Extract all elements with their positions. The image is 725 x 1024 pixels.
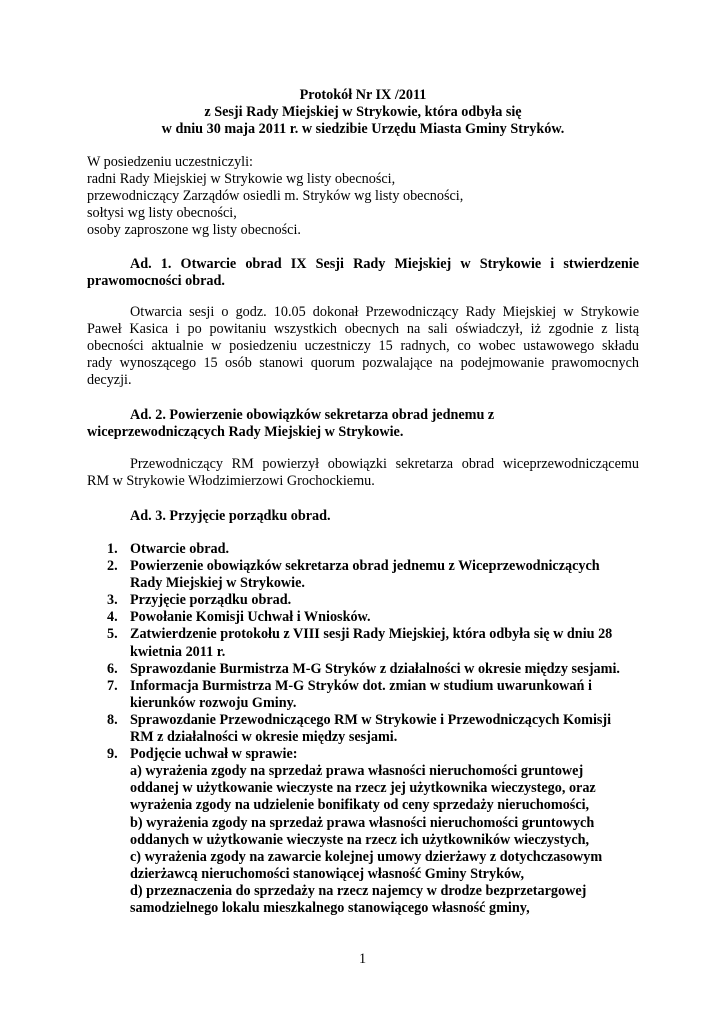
agenda-item-number: 9. <box>107 746 118 763</box>
agenda-item-line: Sprawozdanie Przewodniczącego RM w Strykowie i Przewodniczących Komisji <box>130 711 612 728</box>
ad3-heading <box>130 508 682 525</box>
title-line-3: w dniu 30 maja 2011 r. w siedzibie Urzędu Miasta Gminy Stryków. <box>161 121 565 138</box>
agenda-item <box>107 558 647 592</box>
participants-line: osoby zaproszone wg listy obecności. <box>87 222 301 239</box>
agenda-item-number: 6. <box>107 660 118 677</box>
ad1-body-line: Otwarcia sesji o godz. 10.05 dokonał Przewodniczący Rady Miejskiej w Strykowie <box>130 304 639 320</box>
agenda-item-number: 8. <box>107 711 118 728</box>
agenda-item <box>107 609 647 626</box>
agenda-item-line: d) przeznaczenia do sprzedaży na rzecz najemcy w drodze bezprzetargowej <box>130 882 587 899</box>
agenda-item-line: Otwarcie obrad. <box>130 541 230 557</box>
agenda-item <box>107 678 647 712</box>
ad2-body-line: RM w Strykowie Włodzimierzowi Grochockiemu. <box>87 473 375 490</box>
agenda-item-number: 7. <box>107 677 118 694</box>
ad1-body-line: decyzji. <box>87 372 132 389</box>
ad1-body-line: rady wynoszącego 15 osób stanowi quorum pozwalające na podejmowanie prawomocnych <box>87 355 639 372</box>
agenda-item <box>107 626 647 660</box>
participants-line: W posiedzeniu uczestniczyli: <box>87 154 253 170</box>
ad1-heading <box>87 256 639 290</box>
agenda-list <box>107 541 647 917</box>
ad2-heading-line: wiceprzewodniczących Rady Miejskiej w Strykowie. <box>87 424 404 441</box>
participants-block <box>87 154 639 239</box>
ad3-heading-text: Ad. 3. Przyjęcie porządku obrad. <box>130 508 331 524</box>
agenda-item-number: 2. <box>107 558 118 575</box>
agenda-item-line: a) wyrażenia zgody na sprzedaż prawa własności nieruchomości gruntowej <box>130 763 584 780</box>
participants-line: przewodniczący Zarządów osiedli m. Stryków wg listy obecności, <box>87 188 464 205</box>
agenda-item-line: Sprawozdanie Burmistrza M-G Stryków z działalności w okresie między sesjami. <box>130 660 620 677</box>
title-line-2: z Sesji Rady Miejskiej w Strykowie, która odbyła się <box>204 104 522 121</box>
agenda-item-line: Powierzenie obowiązków sekretarza obrad jednemu z Wiceprzewodniczących <box>130 558 600 575</box>
agenda-item-line: Zatwierdzenie protokołu z VIII sesji Rady Miejskiej, która odbyła się w dniu 28 <box>130 626 613 643</box>
agenda-item-line: c) wyrażenia zgody na zawarcie kolejnej umowy dzierżawy z dotychczasowym <box>130 848 603 865</box>
agenda-item-line: Informacja Burmistrza M-G Stryków dot. zmian w studium uwarunkowań i <box>130 677 592 694</box>
ad1-body-line: Paweł Kasica i po powitaniu wszystkich obecnych na sali oświadczył, iż zgodnie z listą <box>87 321 639 338</box>
agenda-item-line: samodzielnego lokalu mieszkalnego stanowiącego własność gminy, <box>130 899 530 916</box>
agenda-item-line: Rady Miejskiej w Strykowie. <box>130 575 305 592</box>
participants-line: radni Rady Miejskiej w Strykowie wg listy obecności, <box>87 171 396 188</box>
ad1-body <box>87 304 639 389</box>
agenda-item-line: kierunków rozwoju Gminy. <box>130 694 297 711</box>
agenda-item-line: Powołanie Komisji Uchwał i Wniosków. <box>130 609 371 626</box>
ad2-heading <box>87 407 639 441</box>
agenda-item <box>107 746 647 917</box>
ad1-body-line: obecności aktualnie w posiedzeniu uczestniczy 15 radnych, co wobec ustawowego składu <box>87 338 639 355</box>
agenda-item <box>107 661 647 678</box>
agenda-item <box>107 712 647 746</box>
agenda-item-number: 4. <box>107 609 118 626</box>
ad2-heading-line: Ad. 2. Powierzenie obowiązków sekretarza obrad jednemu z <box>130 407 495 423</box>
page-number: 1 <box>358 951 367 967</box>
protocol-title <box>88 87 638 138</box>
participants-line: sołtysi wg listy obecności, <box>87 205 237 222</box>
agenda-item-line: oddanych w użytkowanie wieczyste na rzecz ich użytkowników wieczystych, <box>130 831 590 848</box>
agenda-item-line: RM z działalności w okresie między sesjami. <box>130 729 398 746</box>
agenda-item-line: Przyjęcie porządku obrad. <box>130 592 292 609</box>
agenda-item-line: kwietnia 2011 r. <box>130 643 226 660</box>
ad2-body-line: Przewodniczący RM powierzył obowiązki sekretarza obrad wiceprzewodniczącemu <box>130 456 639 472</box>
agenda-item <box>107 541 647 558</box>
agenda-item-line: b) wyrażenia zgody na sprzedaż prawa własności nieruchomości gruntowych <box>130 814 595 831</box>
agenda-item-line: dzierżawcą nieruchomości stanowiącej własność Gminy Stryków, <box>130 865 525 882</box>
ad2-body <box>87 456 639 490</box>
agenda-item-line: oddanej w użytkowanie wieczyste na rzecz jej użytkownika wieczystego, oraz <box>130 780 596 797</box>
agenda-item-number: 3. <box>107 592 118 609</box>
agenda-item <box>107 592 647 609</box>
ad1-heading-line: prawomocności obrad. <box>87 273 225 290</box>
agenda-item-line: Podjęcie uchwał w sprawie: <box>130 746 298 763</box>
ad1-heading-line: Ad. 1. Otwarcie obrad IX Sesji Rady Miejskiej w Strykowie i stwierdzenie <box>130 256 639 272</box>
title-line-1: Protokół Nr IX /2011 <box>299 87 427 103</box>
agenda-item-line: wyrażenia zgody na udzielenie bonifikaty od ceny sprzedaży nieruchomości, <box>130 797 590 814</box>
agenda-item-number: 5. <box>107 626 118 643</box>
agenda-item-number: 1. <box>107 541 118 557</box>
